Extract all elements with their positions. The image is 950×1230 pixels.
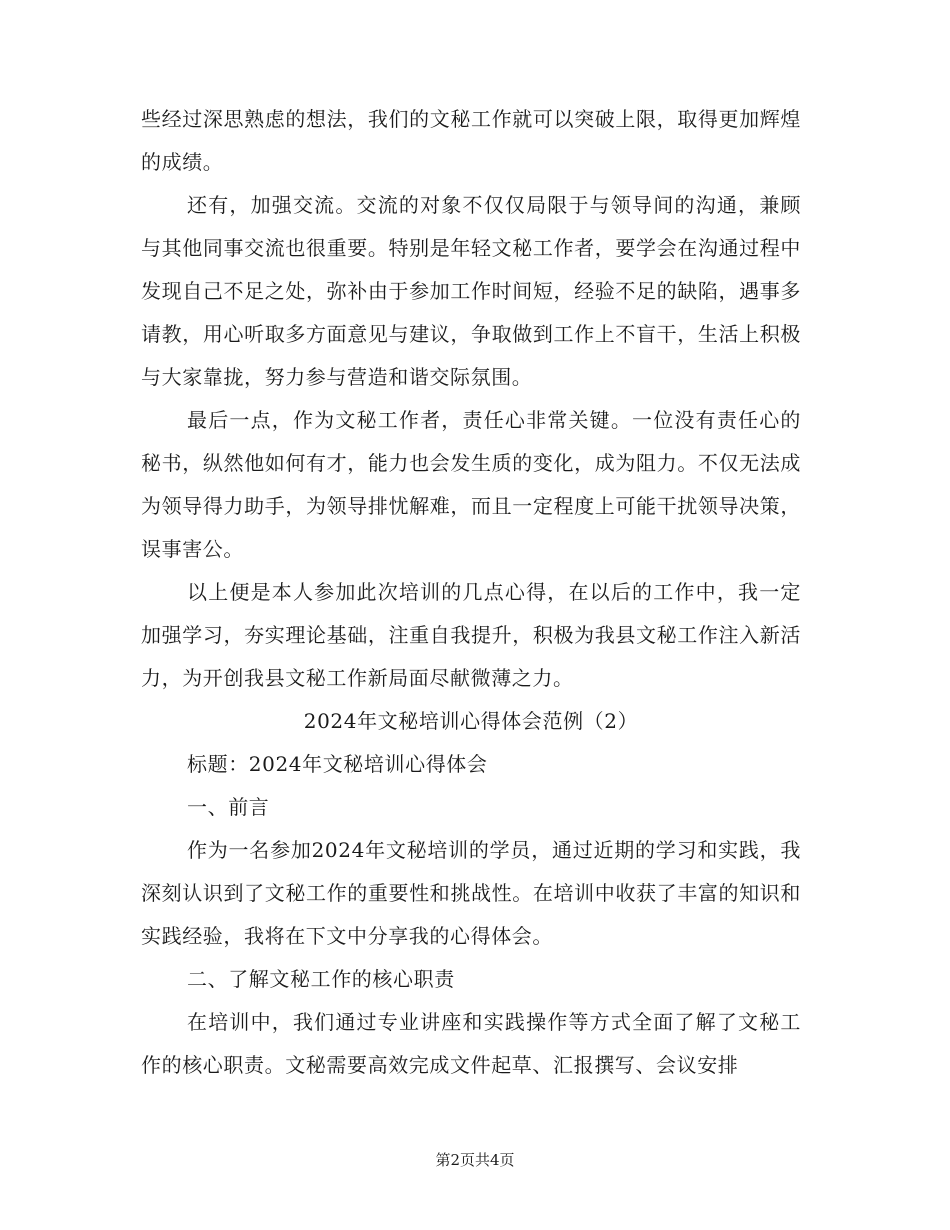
heading-preface: 一、前言: [187, 795, 270, 819]
document-body: [141, 98, 801, 1087]
paragraph-heading-title: 标题：2024年文秘培训心得体会: [187, 752, 488, 776]
paragraph-conclusion: 以上便是本人参加此次培训的几点心得，在以后的工作中，我一定加强学习，夯实理论基础，注重自我提升，积极为我县文秘工作注入新活力，为开创我县文秘工作新局面尽献微薄之力。: [141, 580, 801, 690]
paragraph-core-duties: 在培训中，我们通过专业讲座和实践操作等方式全面了解了文秘工作的核心职责。文秘需要高效完成文件起草、汇报撰写、会议安排: [141, 1010, 801, 1077]
paragraph-continuation: 些经过深思熟虑的想法，我们的文秘工作就可以突破上限，取得更加辉煌的成绩。: [141, 107, 801, 174]
paragraph-responsibility: 最后一点，作为文秘工作者，责任心非常关键。一位没有责任心的秘书，纵然他如何有才，能力也会发生质的变化，成为阻力。不仅无法成为领导得力助手，为领导排忧解难，而且一定程度上可能干扰领导决策，误事害公。: [141, 408, 801, 561]
paragraph-communication: 还有，加强交流。交流的对象不仅仅局限于与领导间的沟通，兼顾与其他同事交流也很重要。特别是年轻文秘工作者，要学会在沟通过程中发现自己不足之处，弥补由于参加工作时间短，经验不足的缺陷，遇事多请教，用心听取多方面意见与建议，争取做到工作上不盲干，生活上积极与大家靠拢，努力参与营造和谐交际氛围。: [141, 193, 801, 389]
paragraph-preface: 作为一名参加2024年文秘培训的学员，通过近期的学习和实践，我深刻认识到了文秘工作的重要性和挑战性。在培训中收获了丰富的知识和实践经验，我将在下文中分享我的心得体会。: [141, 838, 801, 948]
heading-core-duties: 二、了解文秘工作的核心职责: [187, 967, 455, 991]
page-number-footer: 第2页共4页: [435, 1151, 515, 1169]
section-title: 2024年文秘培训心得体会范例（2）: [303, 709, 639, 733]
